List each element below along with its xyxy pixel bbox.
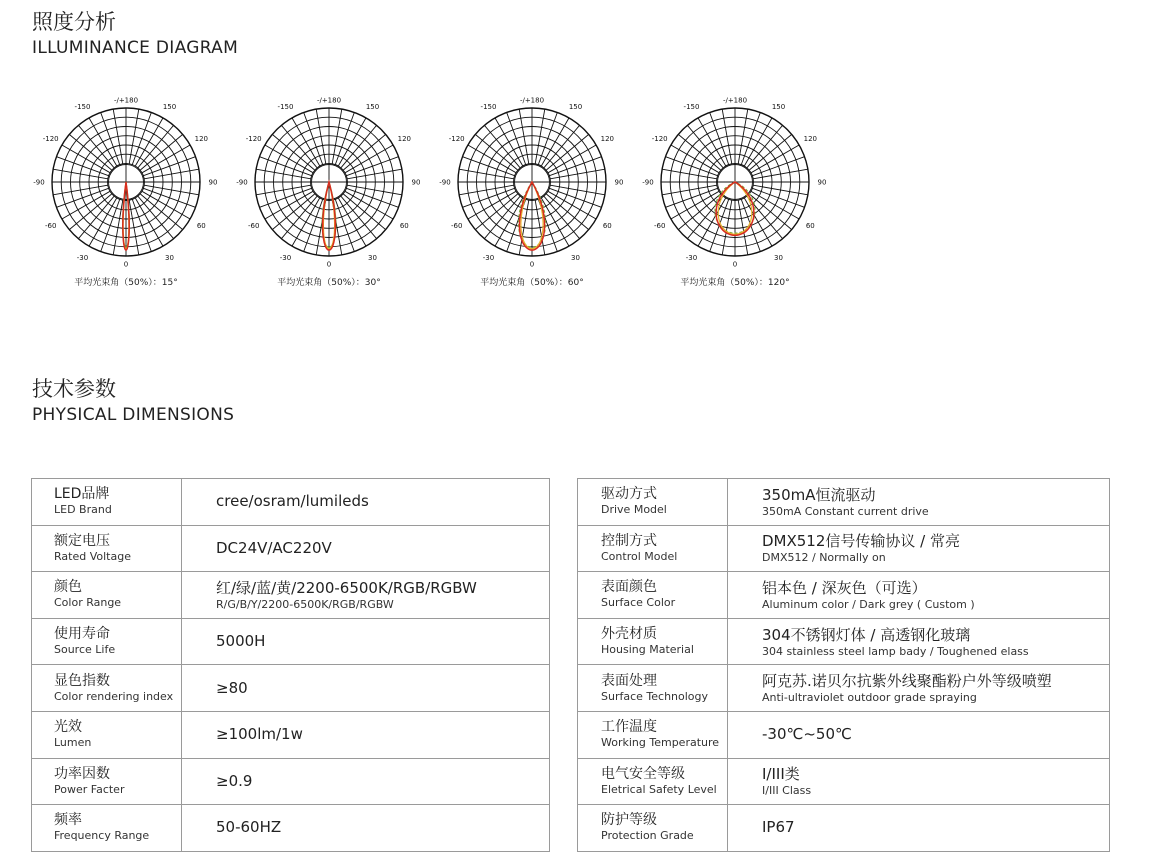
spec-value-cell — [728, 711, 1110, 758]
spec-value: DC24V/AC220V — [216, 538, 332, 557]
polar-spoke — [541, 118, 569, 166]
polar-spoke — [671, 191, 719, 219]
polar-chart — [234, 93, 424, 273]
polar-diagram-120 — [640, 93, 830, 293]
angle-label: 120 — [397, 135, 411, 143]
polar-spoke — [752, 188, 804, 207]
polar-spoke — [338, 118, 366, 166]
spec-value: 阿克苏.诺贝尔抗紫外线聚酯粉户外等级喷塑 — [762, 672, 1052, 691]
spec-value: 350mA恒流驱动 — [762, 485, 876, 504]
polar-spoke — [698, 198, 726, 246]
angle-label: 30 — [571, 253, 580, 262]
spec-label-en: Color rendering index — [54, 689, 174, 703]
polar-spoke — [132, 113, 151, 165]
spec-value-cell — [182, 525, 550, 572]
spec-label-cn: 光效 — [54, 719, 82, 736]
polar-spoke — [710, 113, 729, 165]
spec-label-cn: 颜色 — [54, 579, 82, 596]
angle-label: -120 — [651, 135, 668, 143]
polar-spoke — [62, 145, 110, 173]
spec-value: 铝本色 / 深灰色（可选） — [762, 578, 927, 597]
polar-spoke — [751, 145, 799, 173]
polar-spoke — [468, 191, 516, 219]
angle-label: -60 — [44, 222, 57, 230]
angle-label: 120 — [194, 135, 208, 143]
angle-label: -30 — [685, 253, 698, 262]
spec-value: DMX512信号传输协议 / 常亮 — [762, 532, 960, 551]
polar-spoke — [304, 113, 323, 165]
spec-value: ≥100lm/1w — [216, 725, 303, 744]
spec-table-right — [577, 478, 1110, 852]
angle-label: 150 — [568, 103, 583, 112]
angle-label: -30 — [279, 253, 292, 262]
spec-value-cell — [182, 805, 550, 852]
angle-label: -60 — [247, 222, 260, 230]
spec-label-cn: LED品牌 — [54, 486, 110, 503]
spec-label-cn: 显色指数 — [54, 672, 110, 689]
polar-spoke — [741, 113, 760, 165]
spec-label-en: Working Temperature — [601, 736, 720, 750]
polar-spoke — [744, 198, 772, 246]
spec-value: cree/osram/lumileds — [216, 492, 369, 511]
angle-label: 30 — [368, 253, 377, 262]
spec-row — [32, 665, 550, 712]
polar-spoke — [89, 198, 117, 246]
spec-label-cn: 电气安全等级 — [601, 765, 685, 782]
spec-value: 5000H — [216, 632, 266, 651]
spec-row — [32, 479, 550, 526]
polar-diagram-15 — [31, 93, 221, 293]
spec-label-cell — [32, 665, 182, 712]
polar-spoke — [143, 188, 195, 207]
polar-spoke — [538, 113, 557, 165]
spec-label-cell — [578, 525, 728, 572]
polar-spoke — [751, 191, 799, 219]
spec-row — [578, 479, 1110, 526]
polar-diagram-60 — [437, 93, 627, 293]
spec-value: 304不锈钢灯体 / 高透钢化玻璃 — [762, 625, 971, 644]
spec-row — [32, 758, 550, 805]
spec-label-cn: 外壳材质 — [601, 626, 657, 643]
angle-label: -150 — [74, 103, 91, 112]
polar-spoke — [335, 113, 354, 165]
angle-label: -/+180 — [722, 96, 748, 105]
diagram-caption: 平均光束角（50%）：15° — [74, 278, 178, 288]
polar-chart — [437, 93, 627, 273]
spec-row — [32, 618, 550, 665]
angle-label: -150 — [277, 103, 294, 112]
polar-spoke — [346, 157, 398, 176]
polar-spoke — [57, 157, 109, 176]
polar-spoke — [666, 157, 718, 176]
angle-label: -60 — [450, 222, 463, 230]
polar-spoke — [463, 188, 515, 207]
spec-label-cn: 防护等级 — [601, 812, 657, 829]
spec-value-cell — [728, 525, 1110, 572]
spec-row — [578, 805, 1110, 852]
spec-value-sub: 350mA Constant current drive — [762, 504, 929, 518]
polar-spoke — [698, 118, 726, 166]
polar-spoke — [671, 145, 719, 173]
spec-value: -30℃~50℃ — [762, 725, 852, 744]
diagram-caption: 平均光束角（50%）：120° — [680, 278, 790, 288]
spec-label-cn: 表面处理 — [601, 672, 657, 689]
angle-label: 30 — [165, 253, 174, 262]
polar-spoke — [335, 199, 354, 251]
angle-label: 60 — [602, 222, 612, 230]
section-title-illuminance-en: ILLUMINANCE DIAGRAM — [32, 38, 239, 58]
spec-value-sub: DMX512 / Normally on — [762, 551, 886, 565]
spec-label-en: Control Model — [601, 549, 678, 563]
spec-label-cn: 工作温度 — [601, 719, 657, 736]
polar-spoke — [338, 198, 366, 246]
polar-spoke — [468, 145, 516, 173]
polar-spoke — [549, 188, 601, 207]
spec-value-sub: Anti-ultraviolet outdoor grade spraying — [762, 691, 977, 705]
polar-spoke — [292, 118, 320, 166]
spec-value-sub: 304 stainless steel lamp bady / Toughened elass — [762, 644, 1029, 658]
spec-label-en: Power Facter — [54, 782, 125, 796]
spec-value: ≥0.9 — [216, 771, 253, 790]
angle-label: 0 — [123, 260, 129, 269]
spec-row — [578, 618, 1110, 665]
angle-label: 150 — [771, 103, 786, 112]
spec-value-cell — [728, 805, 1110, 852]
spec-value: IP67 — [762, 818, 795, 837]
angle-label: 0 — [326, 260, 332, 269]
spec-value-cell — [182, 665, 550, 712]
angle-label: -150 — [480, 103, 497, 112]
section-title-physical-cn: 技术参数 — [32, 377, 116, 401]
spec-label-cell — [32, 805, 182, 852]
polar-spoke — [346, 188, 398, 207]
polar-spoke — [260, 188, 312, 207]
angle-label: 150 — [162, 103, 177, 112]
angle-label: 60 — [805, 222, 815, 230]
polar-spoke — [507, 113, 526, 165]
polar-spoke — [345, 145, 393, 173]
angle-label: 90 — [614, 178, 624, 187]
angle-label: -120 — [448, 135, 465, 143]
polar-spoke — [463, 157, 515, 176]
angle-label: 60 — [399, 222, 409, 230]
angle-label: -30 — [482, 253, 495, 262]
spec-label-en: Eletrical Safety Level — [601, 782, 717, 796]
section-title-illuminance-cn: 照度分析 — [32, 10, 116, 34]
spec-label-en: Source Life — [54, 643, 116, 657]
polar-spoke — [548, 191, 596, 219]
spec-row — [32, 525, 550, 572]
spec-label-en: Protection Grade — [601, 829, 694, 843]
spec-value-cell — [182, 758, 550, 805]
spec-value-cell — [182, 618, 550, 665]
angle-label: -150 — [683, 103, 700, 112]
spec-value-cell — [182, 572, 550, 619]
polar-spoke — [143, 157, 195, 176]
angle-label: -60 — [653, 222, 666, 230]
angle-label: 120 — [600, 135, 614, 143]
spec-value: I/III类 — [762, 765, 800, 784]
polar-spoke — [132, 199, 151, 251]
spec-label-cell — [32, 758, 182, 805]
spec-label-cn: 表面颜色 — [601, 579, 657, 596]
spec-label-en: Surface Technology — [601, 689, 709, 703]
spec-label-en: Drive Model — [601, 503, 667, 517]
polar-spoke — [549, 157, 601, 176]
spec-value-cell — [182, 479, 550, 526]
spec-value-cell — [728, 572, 1110, 619]
polar-spoke — [304, 199, 323, 251]
spec-label-cell — [32, 711, 182, 758]
polar-chart — [640, 93, 830, 273]
angle-label: 90 — [411, 178, 421, 187]
polar-spoke — [744, 118, 772, 166]
spec-row — [578, 525, 1110, 572]
polar-spoke — [89, 118, 117, 166]
spec-label-cn: 额定电压 — [54, 532, 110, 549]
spec-value-cell — [728, 479, 1110, 526]
angle-label: -90 — [33, 178, 45, 187]
diagram-caption: 平均光束角（50%）：60° — [480, 278, 584, 288]
angle-label: -/+180 — [519, 96, 545, 105]
spec-value-sub: Aluminum color / Dark grey ( Custom ) — [762, 597, 975, 611]
spec-value-cell — [728, 665, 1110, 712]
angle-label: -90 — [439, 178, 451, 187]
spec-label-en: LED Brand — [54, 503, 112, 517]
angle-label: -120 — [42, 135, 59, 143]
polar-spoke — [548, 145, 596, 173]
polar-chart — [31, 93, 221, 273]
spec-label-cell — [578, 758, 728, 805]
angle-label: -90 — [236, 178, 248, 187]
spec-row — [578, 572, 1110, 619]
polar-spoke — [101, 113, 120, 165]
polar-spoke — [135, 118, 163, 166]
angle-label: 60 — [196, 222, 206, 230]
diagram-caption: 平均光束角（50%）：30° — [277, 278, 381, 288]
angle-label: -/+180 — [316, 96, 342, 105]
spec-value-cell — [728, 618, 1110, 665]
polar-spoke — [345, 191, 393, 219]
spec-row — [578, 758, 1110, 805]
spec-row — [32, 572, 550, 619]
spec-label-en: Housing Material — [601, 643, 694, 657]
polar-spoke — [142, 145, 190, 173]
spec-label-en: Lumen — [54, 736, 92, 750]
spec-value: 红/绿/蓝/黄/2200-6500K/RGB/RGBW — [216, 578, 477, 597]
spec-value-cell — [182, 711, 550, 758]
angle-label: 0 — [732, 260, 738, 269]
spec-value: ≥80 — [216, 678, 248, 697]
polar-spoke — [495, 118, 523, 166]
polar-spoke — [260, 157, 312, 176]
spec-label-cell — [32, 572, 182, 619]
spec-label-cn: 频率 — [54, 812, 82, 829]
spec-value: 50-60HZ — [216, 818, 282, 837]
spec-label-cell — [32, 479, 182, 526]
spec-label-cell — [578, 711, 728, 758]
spec-label-cell — [32, 618, 182, 665]
angle-label: 90 — [817, 178, 827, 187]
spec-label-cell — [578, 805, 728, 852]
polar-spoke — [265, 145, 313, 173]
spec-label-cell — [32, 525, 182, 572]
polar-spoke — [292, 198, 320, 246]
spec-label-en: Surface Color — [601, 596, 676, 610]
polar-spoke — [135, 198, 163, 246]
spec-label-cell — [578, 665, 728, 712]
spec-value-sub: I/III Class — [762, 784, 812, 798]
spec-row — [578, 665, 1110, 712]
spec-label-en: Color Range — [54, 596, 122, 610]
polar-spoke — [101, 199, 120, 251]
polar-spoke — [752, 157, 804, 176]
angle-label: -30 — [76, 253, 89, 262]
angle-label: 0 — [529, 260, 535, 269]
polar-spoke — [265, 191, 313, 219]
spec-label-cn: 驱动方式 — [601, 486, 657, 503]
polar-spoke — [62, 191, 110, 219]
spec-row — [32, 805, 550, 852]
spec-row — [32, 711, 550, 758]
polar-spoke — [142, 191, 190, 219]
spec-label-cn: 使用寿命 — [54, 626, 110, 643]
spec-label-cell — [578, 572, 728, 619]
angle-label: 120 — [803, 135, 817, 143]
spec-value-cell — [728, 758, 1110, 805]
polar-spoke — [666, 188, 718, 207]
section-title-physical-en: PHYSICAL DIMENSIONS — [32, 405, 235, 425]
angle-label: -120 — [245, 135, 262, 143]
spec-label-cell — [578, 479, 728, 526]
spec-label-en: Frequency Range — [54, 829, 150, 843]
spec-value-sub: R/G/B/Y/2200-6500K/RGB/RGBW — [216, 597, 394, 611]
spec-row — [578, 711, 1110, 758]
spec-label-cn: 功率因数 — [54, 765, 110, 782]
spec-label-cell — [578, 618, 728, 665]
angle-label: 30 — [774, 253, 783, 262]
polar-spoke — [57, 188, 109, 207]
spec-label-cn: 控制方式 — [601, 532, 657, 549]
angle-label: 150 — [365, 103, 380, 112]
angle-label: 90 — [208, 178, 218, 187]
spec-table-left — [31, 478, 550, 852]
angle-label: -/+180 — [113, 96, 139, 105]
polar-diagram-30 — [234, 93, 424, 293]
angle-label: -90 — [642, 178, 654, 187]
spec-label-en: Rated Voltage — [54, 549, 131, 563]
